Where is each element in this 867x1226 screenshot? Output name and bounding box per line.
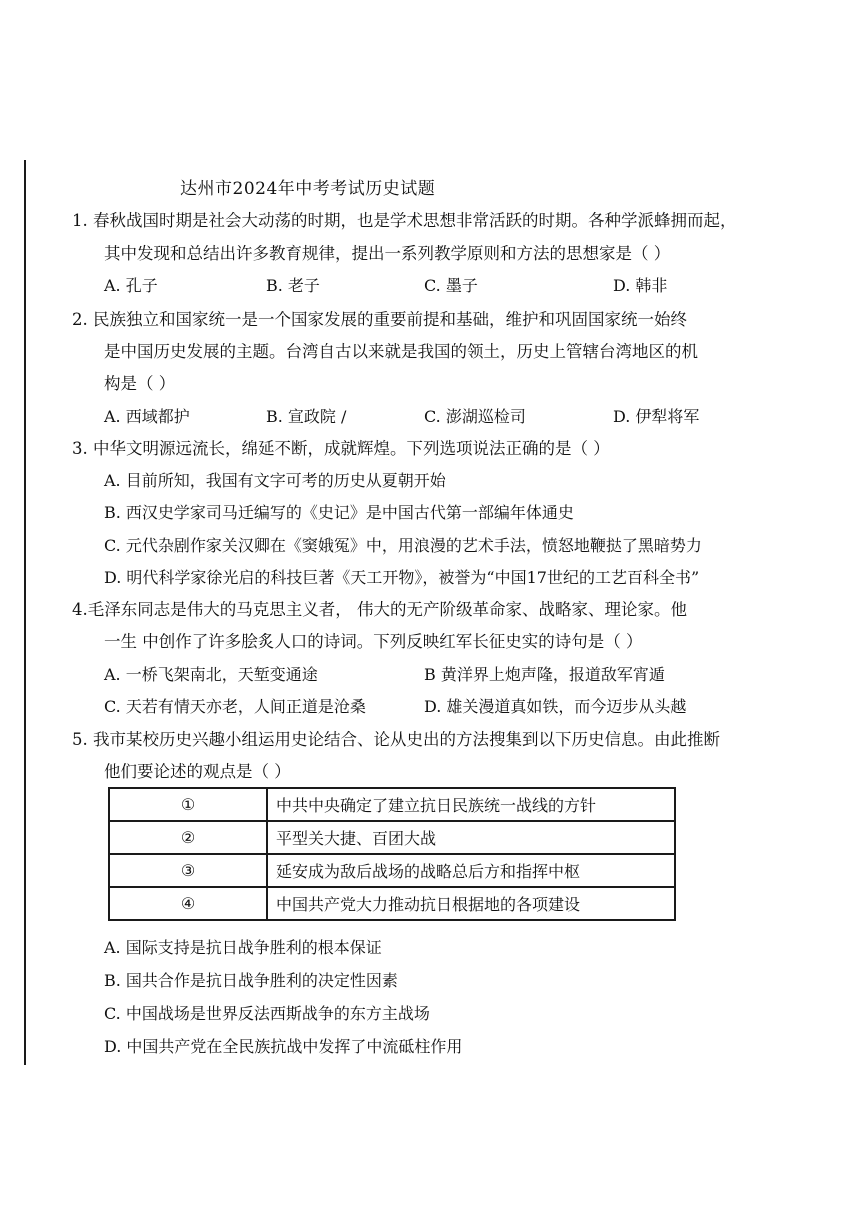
question-2-line-3: 构是（ ） xyxy=(104,374,176,393)
table-cell-text: 平型关大捷、百团大战 xyxy=(267,821,675,854)
table-row xyxy=(109,887,675,920)
left-margin-line xyxy=(24,160,26,1065)
question-2-option-a: A. 西域都护 xyxy=(104,407,190,426)
table-cell-number: ④ xyxy=(109,887,267,920)
table-row xyxy=(109,821,675,854)
question-5-option-a: A. 国际支持是抗日战争胜利的根本保证 xyxy=(104,938,382,957)
question-1-option-d: D. 韩非 xyxy=(613,276,668,295)
question-5-option-c: C. 中国战场是世界反法西斯战争的东方主战场 xyxy=(104,1004,430,1023)
question-1-option-b: B. 老子 xyxy=(266,276,320,295)
question-2-option-b: B. 宣政院 / xyxy=(266,407,347,426)
table-cell-text: 中国共产党大力推动抗日根据地的各项建设 xyxy=(267,887,675,920)
table-cell-number: ① xyxy=(109,788,267,821)
history-info-table xyxy=(108,787,676,921)
question-3-option-b: B. 西汉史学家司马迁编写的《史记》是中国古代第一部编年体通史 xyxy=(104,503,574,522)
question-5-line-2: 他们要论述的观点是（ ） xyxy=(104,762,291,781)
table-cell-number: ② xyxy=(109,821,267,854)
question-4-line-2: 一生 中创作了许多脍炙人口的诗词。下列反映红军长征史实的诗句是（ ） xyxy=(104,632,643,651)
question-5-option-d: D. 中国共产党在全民族抗战中发挥了中流砥柱作用 xyxy=(104,1037,463,1056)
question-2-line-2: 是中国历史发展的主题。台湾自古以来就是我国的领土，历史上管辖台湾地区的机 xyxy=(104,342,698,361)
question-4-line-1: 4.毛泽东同志是伟大的马克思主义者， 伟大的无产阶级革命家、战略家、理论家。他 xyxy=(72,600,687,619)
table-row xyxy=(109,788,675,821)
question-5-line-1: 5. 我市某校历史兴趣小组运用史论结合、论从史出的方法搜集到以下历史信息。由此推断 xyxy=(72,730,720,749)
question-2-line-1: 2. 民族独立和国家统一是一个国家发展的重要前提和基础，维护和巩固国家统一始终 xyxy=(72,310,687,329)
question-1-option-a: A. 孔子 xyxy=(104,276,158,295)
question-4-option-c: C. 天若有情天亦老，人间正道是沧桑 xyxy=(104,697,366,716)
question-1-option-c: C. 墨子 xyxy=(424,276,478,295)
question-5-option-b: B. 国共合作是抗日战争胜利的决定性因素 xyxy=(104,971,398,990)
question-4-option-d: D. 雄关漫道真如铁，而今迈步从头越 xyxy=(424,697,687,716)
table-row xyxy=(109,854,675,887)
question-3-line-1: 3. 中华文明源远流长，绵延不断，成就辉煌。下列选项说法正确的是（ ） xyxy=(72,439,610,458)
question-3-option-a: A. 目前所知，我国有文字可考的历史从夏朝开始 xyxy=(104,471,446,490)
question-3-option-d: D. 明代科学家徐光启的科技巨著《天工开物》，被誉为“中国17世纪的工艺百科全书” xyxy=(104,568,700,587)
table-cell-text: 延安成为敌后战场的战略总后方和指挥中枢 xyxy=(267,854,675,887)
question-1-line-1: 1. 春秋战国时期是社会大动荡的时期，也是学术思想非常活跃的时期。各种学派蜂拥而起， xyxy=(72,211,737,230)
question-2-option-c: C. 澎湖巡检司 xyxy=(424,407,526,426)
table-cell-number: ③ xyxy=(109,854,267,887)
table-cell-text: 中共中央确定了建立抗日民族统一战线的方针 xyxy=(267,788,675,821)
question-4-option-a: A. 一桥飞架南北，天堑变通途 xyxy=(104,665,318,684)
question-2-option-d: D. 伊犁将军 xyxy=(613,407,700,426)
exam-title: 达州市2024年中考考试历史试题 xyxy=(180,179,436,199)
question-4-option-b: B 黄洋界上炮声隆，报道敌军宵遁 xyxy=(424,665,665,684)
question-3-option-c: C. 元代杂剧作家关汉卿在《窦娥冤》中，用浪漫的艺术手法，愤怒地鞭挞了黑暗势力 xyxy=(104,536,702,555)
question-1-line-2: 其中发现和总结出许多教育规律，提出一系列教学原则和方法的思想家是（ ） xyxy=(104,244,671,263)
